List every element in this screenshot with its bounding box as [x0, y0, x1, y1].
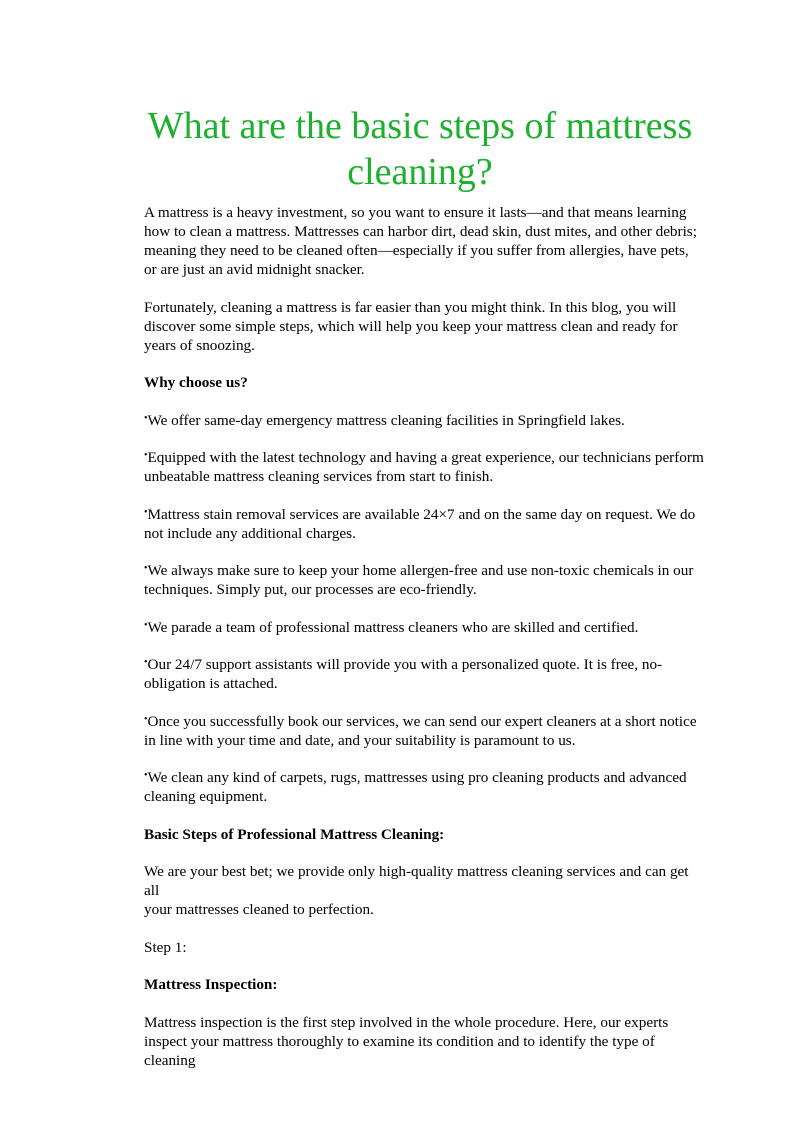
bullet-text: We offer same-day emergency mattress cleaning facilities in Springfield lakes. [147, 411, 625, 429]
intro-paragraph-1: A mattress is a heavy investment, so you want to ensure it lasts—and that means learning how to clean a mattress. Mattresses can harbor dirt, dead skin, dust mites, and other debris; meaning they need to be cleaned often—especially if you suffer from allergies, have pets, or are just an avid midnight snacker. [144, 204, 697, 278]
bullet-icon: • [144, 450, 148, 461]
step-label: Step 1: [144, 938, 187, 956]
bullet-icon: • [144, 713, 148, 725]
intro-paragraph-2: Fortunately, cleaning a mattress is far easier than you might think. In this blog, you will discover some simple steps, which will help you keep your mattress clean and ready for years of snoozing. [144, 298, 678, 354]
step-text-line: cleaning [144, 1051, 196, 1069]
bullet-icon: • [144, 770, 148, 781]
bullet-item [144, 655, 704, 693]
bullet-icon: • [144, 619, 148, 631]
bullet-text: Mattress stain removal services are available 24×7 and on the same day on request. We do not include any additional charges. [144, 505, 696, 542]
steps-intro-line: your mattresses cleaned to perfection. [144, 901, 374, 918]
bullet-item [144, 411, 704, 430]
bullet-text: Once you successfully book our services, we can send our expert cleaners at a short notice in line with your time and date, and your suitability is paramount to us. [144, 712, 697, 749]
article-body [144, 203, 704, 1088]
bullet-text: Our 24/7 support assistants will provide you with a personalized quote. It is free, no-obligation is attached. [144, 656, 663, 692]
step-text-line: Mattress inspection is the first step involved in the whole procedure. Here, our experts inspect your mattress thoroughly to examine its condition and to identify the type of [144, 1013, 669, 1050]
bullet-item [144, 505, 704, 543]
steps-intro-line: We are your best bet; we provide only high-quality mattress cleaning services and can get all [144, 863, 689, 899]
step-heading: Mattress Inspection: [144, 976, 278, 993]
bullet-item [144, 618, 704, 637]
steps-heading: Basic Steps of Professional Mattress Cleaning: [144, 825, 445, 843]
bullet-text: We always make sure to keep your home allergen-free and use non-toxic chemicals in our techniques. Simply put, our processes are eco-friendly. [144, 562, 694, 598]
why-choose-us-heading: Why choose us? [144, 374, 248, 391]
bullet-icon: • [144, 657, 148, 668]
bullet-text: We clean any kind of carpets, rugs, mattresses using pro cleaning products and advanced cleaning equipment. [144, 769, 687, 805]
bullet-item [144, 768, 704, 806]
bullet-icon: • [144, 563, 148, 574]
bullet-icon: • [144, 506, 148, 518]
page-title: What are the basic steps of mattress cleaning? [147, 105, 693, 193]
bullet-text: We parade a team of professional mattress cleaners who are skilled and certified. [147, 618, 639, 636]
steps-intro-paragraph [144, 862, 704, 919]
step-paragraph [144, 1013, 704, 1070]
bullet-icon: • [144, 412, 148, 424]
bullet-item [144, 448, 704, 486]
bullet-text: Equipped with the latest technology and having a great experience, our technicians perform unbeatable mattress cleaning services from start to finish. [144, 449, 704, 485]
bullet-item [144, 561, 704, 599]
bullet-item [144, 712, 704, 750]
